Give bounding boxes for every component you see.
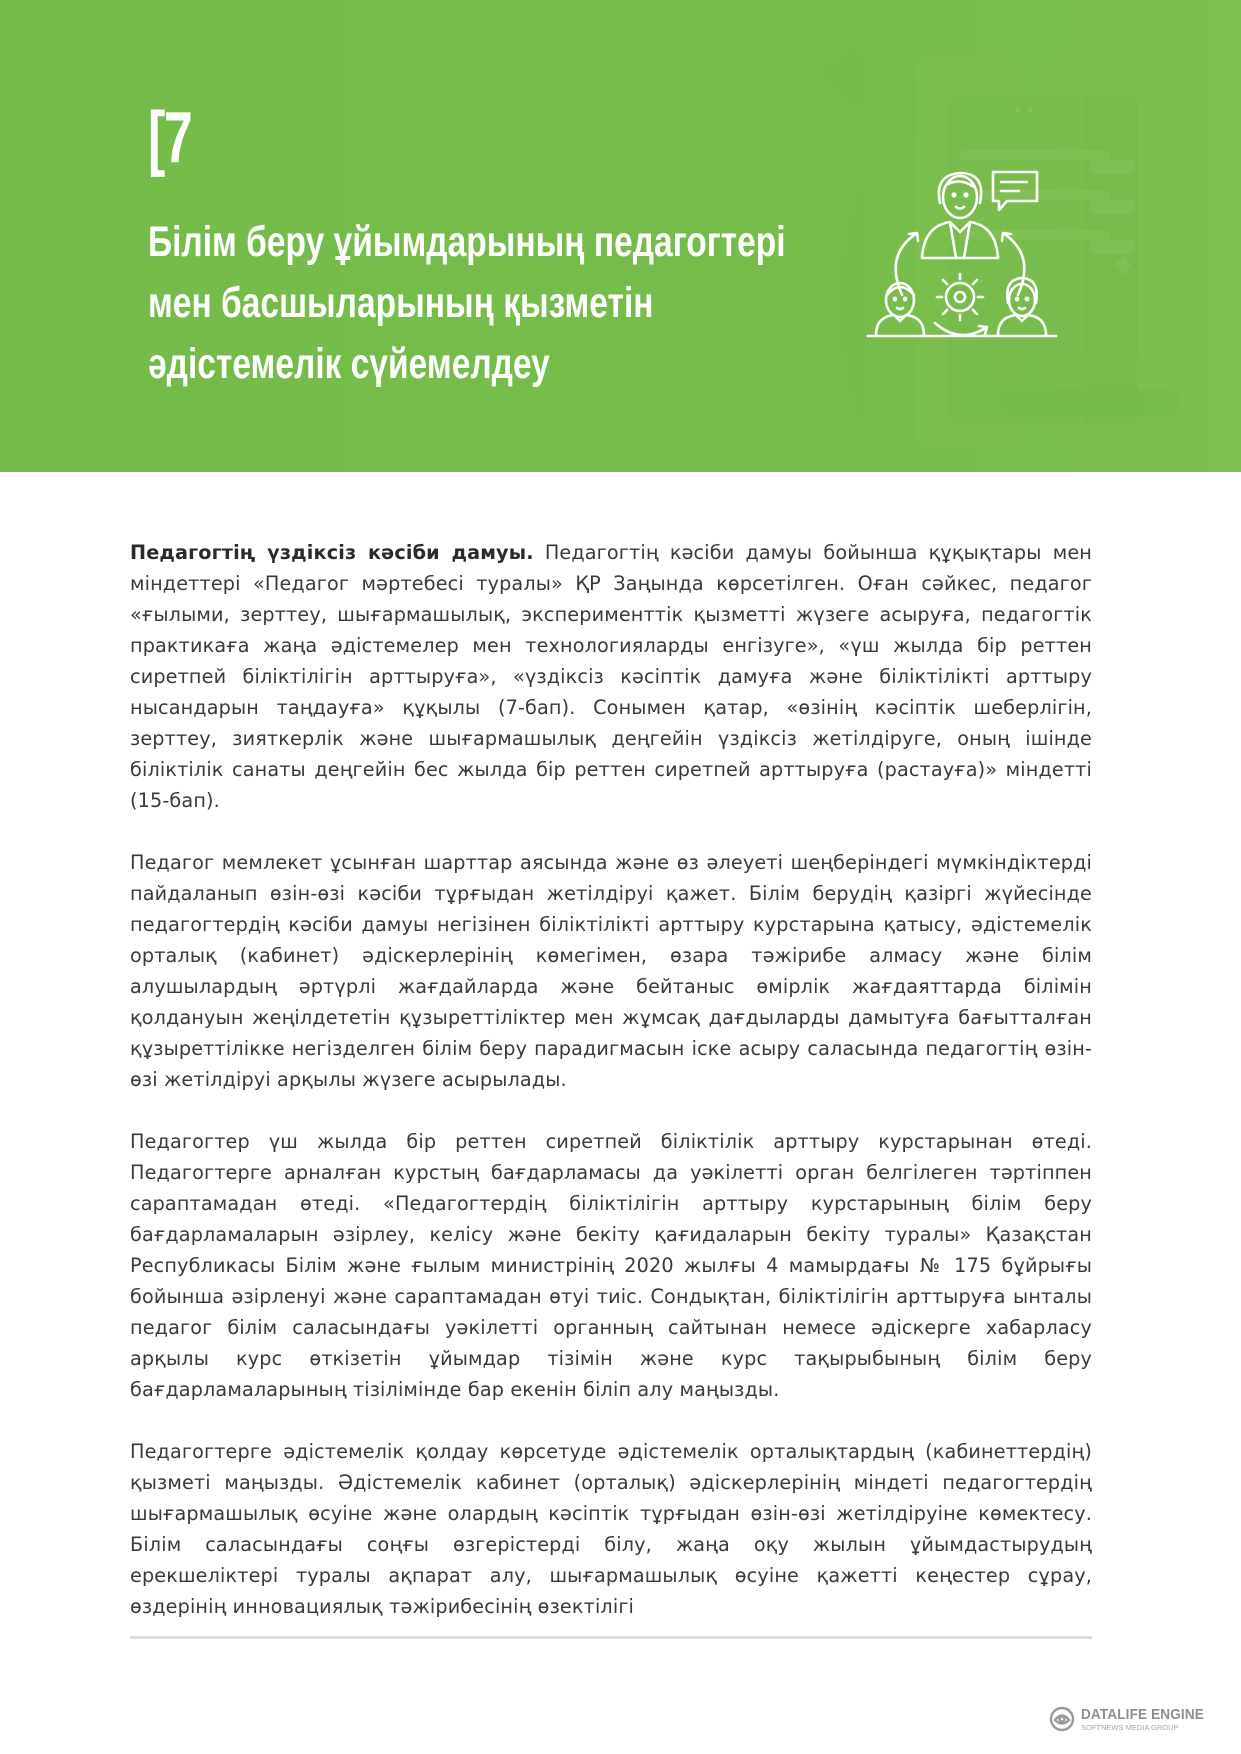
teacher-figure-icon: [922, 173, 998, 258]
paragraph-text: Педагогтерге әдістемелік қолдау көрсетуде әдістемелік орталықтардың (кабинеттердің) қызметі маңызды. Әдістемелік кабинет (орталық) әдіскерлерінің міндеті педагогтердің шығармашылық өсуіне және олардың кәсіптік тұрғыдан өзін-өзі жетілдіруіне көмектесу. Білім саласындағы соңғы өзгерістерді білу, жаңа оқу жылын ұйымдастырудың ерекшеліктері туралы ақпарат алу, шығармашылық өсуіне қажетті кеңестер сұрау, өздерінің инновациялық тәжірибесінің өзектілігі: [130, 1440, 1092, 1618]
footer-divider: [130, 1636, 1092, 1639]
chapter-title-line: мен басшыларының қызметін: [148, 279, 654, 327]
paragraph-text: Педагогтер үш жылда бір реттен сиретпей біліктілік арттыру курстарынан өтеді. Педагогтерге арналған курстың бағдарламасы да уәкілетті орган белгілеген тәртіппен сараптамадан өтеді. «Педагогтердің біліктілігін арттыру курстарының білім беру бағдарламаларын әзірлеу, келісу және бекіту қағидаларын бекіту туралы» Қазақстан Республикасы Білім және ғылым министрінің 2020 жылғы 4 мамырдағы № 175 бұйрығы бойынша әзірленуі және сараптамадан өтуі тиіс. Сондықтан, біліктілігін арттыруға ынталы педагог білім саласындағы уәкілетті органның сайтынан немесе әдіскерге хабарласу арқылы курс өткізетін ұйымдар тізімін және курс тақырыбының білім беру бағдарламаларының тізілімінде бар екенін біліп алу маңызды.: [130, 1130, 1092, 1401]
chapter-header: [0, 0, 1241, 472]
watermark: [1048, 1702, 1238, 1736]
paragraph-text: Педагогтің кәсіби дамуы бойынша құқықтары мен міндеттері «Педагог мәртебесі туралы» ҚР Заңында көрсетілген. Оған сәйкес, педагог «ғылыми, зерттеу, шығармашылық, эксперименттік қызметті жүзеге асыруға, педагогтік практикаға жаңа әдістемелер мен технологияларды енгізуге», «үш жылда бір реттен сиретпей біліктілігін арттыруға», «үздіксіз кәсіптік дамуға және біліктілікті арттыру нысандарын таңдауға» құқылы (7-бап). Сонымен қатар, «өзінің кәсіптік шеберлігін, зерттеу, зияткерлік және шығармашылық деңгейін үздіксіз жетілдіруге, оның ішінде біліктілік санаты деңгейін бес жылда бір реттен сиретпей арттыруға (растауға)» міндетті (15-бап).: [130, 541, 1092, 812]
gear-icon: [937, 274, 983, 320]
arrow-right-icon: [1002, 233, 1024, 295]
watermark-title: DATALIFE ENGINE: [1081, 1705, 1204, 1723]
paragraph: [130, 847, 1092, 1095]
teacher-collaboration-icon: [860, 135, 1060, 340]
paragraph: [130, 537, 1092, 816]
paragraph-text: Педагог мемлекет ұсынған шарттар аясында және өз әлеуеті шеңберіндегі мүмкіндіктерді пайдаланып өзін-өзі кәсіби тұрғыдан жетілдіруі қажет. Білім берудің қазіргі жүйесінде педагогтердің кәсіби дамуы негізінен біліктілікті арттыру курстарына қатысу, әдістемелік орталық (кабинет) әдіскерлерінің көмегімен, өзара тәжірибе алмасу және білім алушылардың әртүрлі жағдайларда және бейтаныс өмірлік жағдаяттарда білімін қолдануын жеңілдететін құзыреттіліктер мен жұмсақ дағдыларды дамытуға бағытталған құзыреттілікке негізделген білім беру парадигмасын іске асыру саласында педагогтің өзін-өзі жетілдіруі арқылы жүзеге асырылады.: [130, 851, 1092, 1091]
paragraph: [130, 1126, 1092, 1405]
watermark-subtitle: SOFTNEWS MEDIA GROUP: [1081, 1722, 1179, 1732]
document-body: [130, 537, 1092, 1653]
paragraph: [130, 1436, 1092, 1622]
paragraph-lead: Педагогтің үздіксіз кәсіби дамуы.: [130, 541, 534, 564]
datalife-logo-icon: [1048, 1705, 1076, 1733]
speech-bubble-icon: [993, 172, 1037, 210]
chapter-title-line: Білім беру ұйымдарының педагогтері: [148, 218, 786, 266]
chapter-title: [148, 212, 881, 395]
chapter-number: [7: [148, 98, 192, 178]
arrow-bottom-icon: [935, 323, 987, 335]
chapter-title-line: әдістемелік сүйемелдеу: [148, 340, 550, 388]
